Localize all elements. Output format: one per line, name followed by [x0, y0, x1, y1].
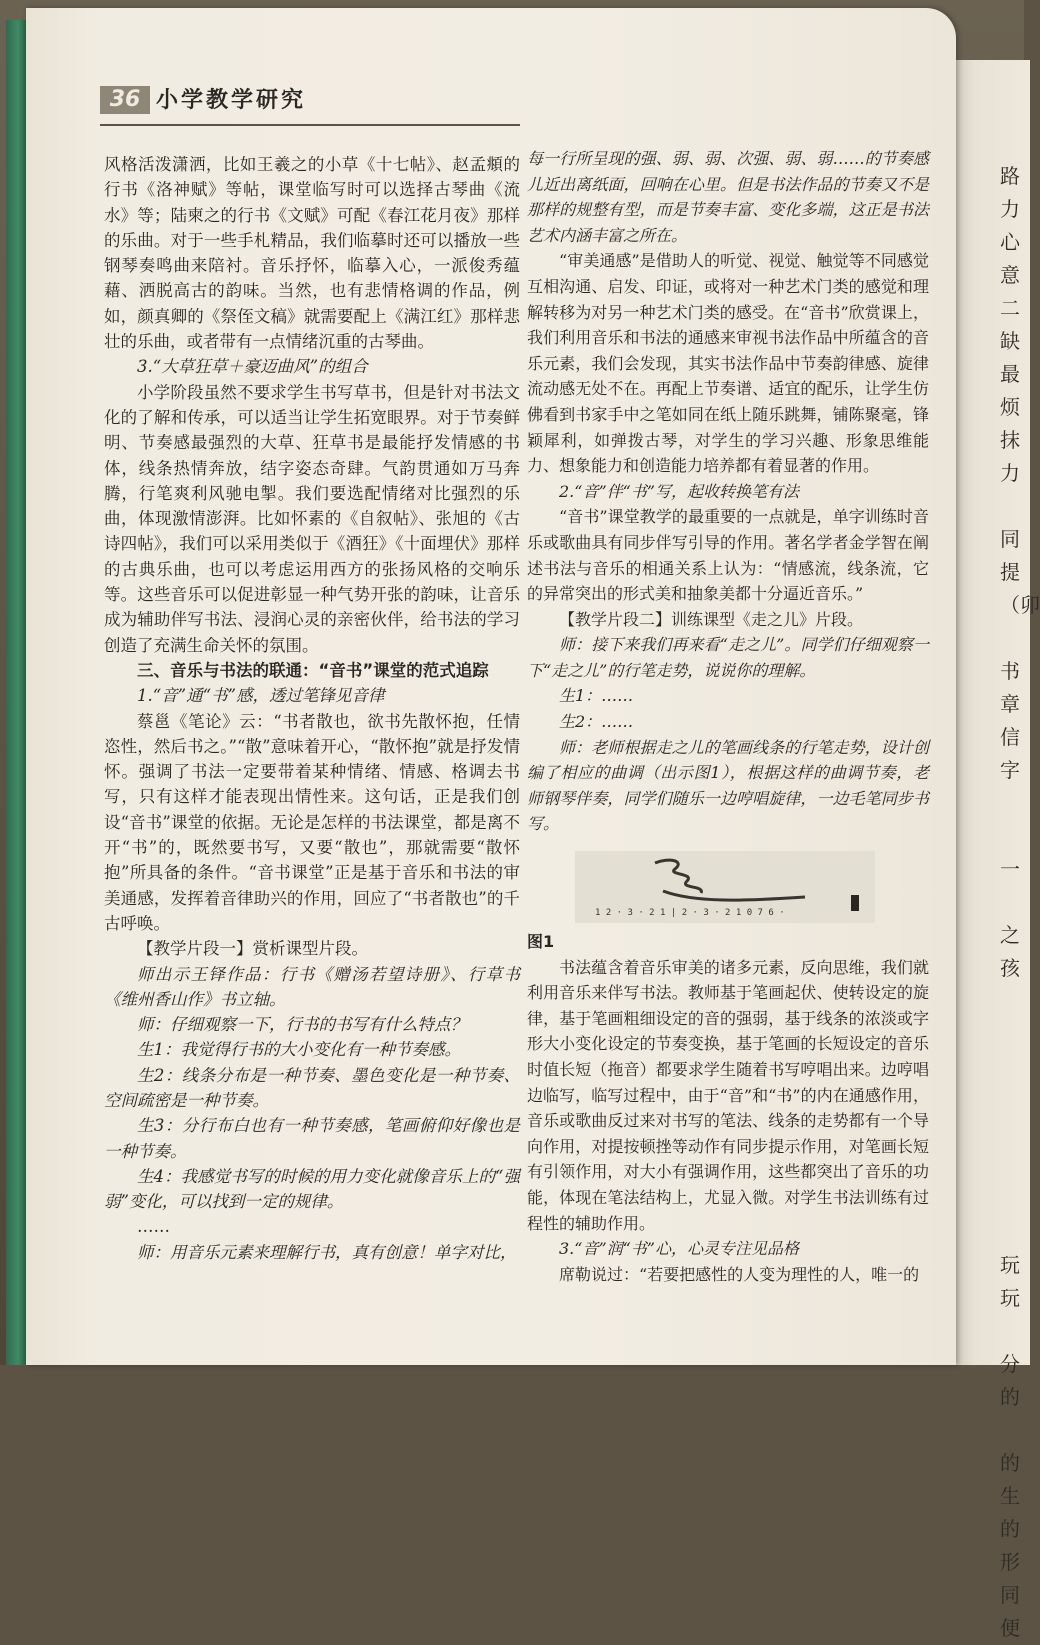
adjacent-page-char — [1000, 820, 1024, 853]
left-column-paragraph: 小学阶段虽然不要求学生书写草书，但是针对书法文化的了解和传承，可以适当让学生拓宽眼界。对于节奏鲜明、节奏感最强烈的大草、狂草书是最能抒发情感的书体，线条热情奔放，结字姿态奇肆。气韵贯通如万马奔腾，行笔爽利风驰电掣。我们要选配情绪对比强烈的乐曲，体现激情澎湃。比如怀素的《自叙帖》、张旭的《古诗四帖》，我们可以采用类似于《酒狂》《十面埋伏》那样的古典乐曲，也可以考虑运用西方的张扬风格的交响乐等。这些音乐可以促进彰显一种气势开张的韵味，让音乐成为辅助伴写书法、浸润心灵的亲密伙伴，给书法的学习创造了充满生命关怀的氛围。 — [104, 382, 520, 655]
adjacent-page-char: 力 — [1000, 197, 1020, 221]
adjacent-page-char — [1000, 490, 1024, 523]
adjacent-page-char: 最 — [1000, 362, 1020, 386]
adjacent-page-char: 缺 — [1000, 329, 1020, 353]
adjacent-page-char: 书 — [1000, 659, 1020, 683]
adjacent-page-char: 玩 — [1000, 1253, 1020, 1277]
left-column-paragraph: 生3：分行布白也有一种节奏感，笔画俯仰好像也是一种节奏。 — [104, 1116, 520, 1161]
left-column-paragraph: 3.“大草狂草＋豪迈曲风”的组合 — [137, 357, 368, 377]
left-column-paragraph: 师：用音乐元素来理解行书，真有创意！单字对比， — [137, 1242, 517, 1262]
adjacent-page-char: 的 — [1000, 1517, 1020, 1541]
adjacent-page-char — [1000, 1051, 1024, 1084]
adjacent-page-char: 力 — [1000, 461, 1020, 485]
left-column-paragraph: 生2：线条分布是一种节奏、墨色变化是一种节奏、空间疏密是一种节奏。 — [104, 1065, 520, 1110]
adjacent-page-char: 路 — [1000, 164, 1020, 188]
left-column-paragraph: 生1：我觉得行书的大小变化有一种节奏感。 — [137, 1040, 461, 1060]
adjacent-page-char: 分 — [1000, 1352, 1020, 1376]
adjacent-page-char — [1000, 1216, 1024, 1249]
left-column-paragraph: 生4：我感觉书写的时候的用力变化就像音乐上的“强弱”变化，可以找到一定的规律。 — [104, 1166, 520, 1212]
right-column-bottom — [527, 955, 929, 1288]
adjacent-page-char — [1000, 1018, 1024, 1051]
right-column-bottom-paragraph: 书法蕴含着音乐审美的诸多元素，反向思维，我们就利用音乐来伴写书法。教师基于笔画起伏、使转设定的旋律，基于笔画粗细设定的音的强弱，基于线条的浓淡或字形大小变化设定的节奏变换，基于笔画的长短设定的音乐时值长短（拖音）都要求学生随着书写哼唱出来。边哼唱边临写，临写过程中，由于“音”和“书”的内在通感作用，音乐或歌曲反过来对书写的笔法、线条的走势都有一个导向作用，对提按顿挫等动作有同步提示作用，对笔画长短有引领作用，对大小有强调作用，这些都突出了音乐的功能，体现在笔法结构上，尤显入微。对学生书法训练有过程性的辅助作用。 — [527, 957, 929, 1233]
adjacent-page-char — [1000, 787, 1024, 820]
adjacent-page-char: 形 — [1000, 1550, 1020, 1574]
adjacent-page-char: 抹 — [1000, 428, 1020, 452]
adjacent-page-char — [1000, 886, 1024, 919]
adjacent-page-text — [1000, 160, 1040, 1645]
left-column-paragraph: 1.“音”通“书”感，透过笔锋见音律 — [137, 686, 385, 706]
adjacent-page-char: 便 — [1000, 1616, 1020, 1640]
adjacent-page-char: 心 — [1000, 230, 1020, 254]
adjacent-page-char — [1000, 1150, 1024, 1183]
adjacent-page-char — [1000, 1414, 1024, 1447]
adjacent-page-char: 二 — [1000, 296, 1020, 320]
left-column-paragraph: 【教学片段一】赏析课型片段。 — [137, 939, 368, 959]
journal-title: 小学教学研究 — [156, 88, 307, 113]
adjacent-page-char: 之 — [1000, 923, 1020, 947]
figure-1 — [575, 851, 875, 923]
adjacent-page-char — [1000, 1084, 1024, 1117]
adjacent-page-char: 提 — [1000, 560, 1020, 584]
figure-1-notation: 1 2 · 3 · 2 1 | 2 · 3 · 2 1 0 7 6 · — [595, 908, 785, 919]
book-spine — [6, 20, 26, 1365]
left-column-paragraph: 师：仔细观察一下，行书的书写有什么特点？ — [137, 1015, 467, 1035]
left-column — [104, 152, 520, 1265]
header-rule — [100, 124, 520, 126]
right-column-top-paragraph: “审美通感”是借助人的听觉、视觉、触觉等不同感觉互相沟通、启发、印证，或将对一种艺术门类的感觉和理解转移为对另一种艺术门类的感受。在“音书”欣赏课上，我们利用音乐和书法的通感来审视书法作品中所蕴含的音乐元素，我们会发现，其实书法作品中节奏韵律感、旋律流动感无处不在。再配上节奏谱、适宜的配乐，让学生仿佛看到书家手中之笔如同在纸上随乐跳舞，铺陈聚毫，锋颖犀利，如弹拨古琴，对学生的学习兴趣、形象思维能力、想象能力和创造能力培养都有着显著的作用。 — [527, 251, 929, 476]
adjacent-page-char: 孩 — [1000, 956, 1020, 980]
left-column-paragraph: 师出示王铎作品：行书《赠汤若望诗册》、行草书《维州香山作》书立轴。 — [104, 964, 520, 1009]
right-column-top — [527, 146, 929, 837]
right-column-top-paragraph: 生2：…… — [559, 712, 634, 732]
right-column-bottom-paragraph: 席勒说过：“若要把感性的人变为理性的人，唯一的 — [559, 1264, 920, 1284]
right-column-top-paragraph: 师：老师根据走之儿的笔画线条的行笔走势，设计创编了相应的曲调（出示图1），根据这样的曲调节奏，老师钢琴伴奏，同学们随乐一边哼唱旋律，一边毛笔同步书写。 — [527, 737, 929, 834]
adjacent-page-char: 玩 — [1000, 1286, 1020, 1310]
left-column-paragraph: …… — [137, 1217, 170, 1237]
left-column-paragraph: 三、音乐与书法的联通：“音书”课堂的范式追踪 — [137, 660, 489, 680]
adjacent-page-char: 生 — [1000, 1484, 1020, 1508]
adjacent-page-char: 同 — [1000, 1583, 1020, 1607]
right-column-top-paragraph: “音书”课堂教学的最重要的一点就是，单字训练时音乐或歌曲具有同步伴写引导的作用。著名学者金学智在阐述书法与音乐的相通关系上认为：“情感流，线条流，它的异常突出的形式美和抽象美都十分逼近音乐。” — [527, 507, 929, 604]
adjacent-page-char: 的 — [1000, 1385, 1020, 1409]
right-column-top-paragraph: 师：接下来我们再来看“走之儿”。同学们仔细观察一下“走之儿”的行笔走势，说说你的理解。 — [527, 635, 929, 680]
right-column-top-paragraph: 【教学片段二】训练课型《走之儿》片段。 — [559, 609, 864, 629]
adjacent-page-char: 同 — [1000, 527, 1020, 551]
adjacent-page-char: 的 — [1000, 1451, 1020, 1475]
adjacent-page-char: （卯 — [1000, 593, 1040, 617]
right-column-bottom-paragraph: 3.“音”润“书”心，心灵专注见品格 — [559, 1239, 799, 1259]
adjacent-page-char: 意 — [1000, 263, 1020, 287]
left-column-paragraph: 风格活泼潇洒，比如王羲之的小草《十七帖》、赵孟頫的行书《洛神赋》等帖，课堂临写时可以选择古琴曲《流水》等；陆柬之的行书《文赋》可配《春江花月夜》那样的乐曲。对于一些手札精品，我们临摹时还可以播放一些钢琴奏鸣曲来陪衬。音乐抒怀，临摹入心，一派俊秀蕴藉、洒脱高古的韵味。当然，也有悲情格调的作品，例如，颜真卿的《祭侄文稿》就需要配上《满江红》那样悲壮的乐曲，或者带有一点情绪沉重的古琴曲。 — [104, 155, 520, 352]
adjacent-page-char: 烦 — [1000, 395, 1020, 419]
right-column-top-paragraph: 每一行所呈现的强、弱、弱、次强、弱、弱……的节奏感儿近出离纸面，回响在心里。但是书法作品的节奏又不是那样的规整有型，而是节奏丰富、变化多端，这正是书法艺术内涵丰富之所在。 — [527, 149, 929, 245]
right-column — [527, 146, 929, 1287]
right-column-top-paragraph: 2.“音”伴“书”写，起收转换笔有法 — [559, 481, 799, 501]
adjacent-page-char: 一 — [1000, 857, 1020, 881]
right-column-top-paragraph: 生1：…… — [559, 686, 634, 706]
page-header — [100, 86, 500, 120]
left-column-paragraph: 蔡邕《笔论》云：“书者散也，欲书先散怀抱，任情恣性，然后书之。”“散”意味着开心，“散怀抱”就是抒发情怀。强调了书法一定要带着某种情绪、情感、格调去书写，只有这样才能表现出情性来。这句话，正是我们创设“音书”课堂的依据。无论是怎样的书法课堂，都是离不开“书”的，既然要书写，又要“散也”，那就需要“散怀抱”所具备的条件。“音书课堂”正是基于音乐和书法的审美通感，发挥着音律助兴的作用，回应了“书者散也”的千古呼唤。 — [104, 711, 520, 933]
page-number: 36 — [100, 86, 150, 114]
adjacent-page-char: 章 — [1000, 692, 1020, 716]
adjacent-page-char: 字 — [1000, 758, 1020, 782]
adjacent-page-char — [1000, 622, 1024, 655]
adjacent-page-char — [1000, 1117, 1024, 1150]
adjacent-page-char — [1000, 1315, 1024, 1348]
adjacent-page-char — [1000, 1183, 1024, 1216]
figure-1-image — [575, 851, 875, 923]
figure-1-caption: 图1 — [527, 932, 555, 952]
adjacent-page-char — [1000, 985, 1024, 1018]
adjacent-page-char: 信 — [1000, 725, 1020, 749]
